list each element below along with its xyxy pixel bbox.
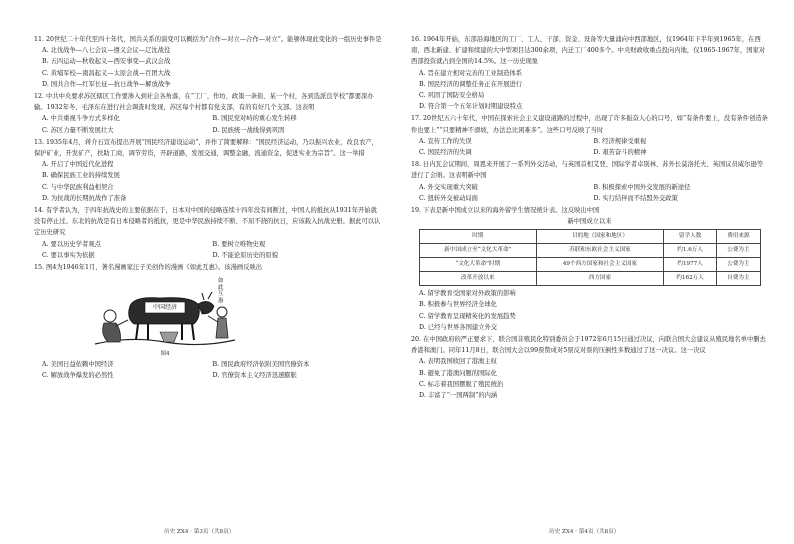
option-d: D. 艰苦奋斗的精神 [593,149,647,157]
table-cell: 约162万人 [664,272,716,286]
question-stem: 17. 20世纪五六十年代，中国在探索社会主义建设道路的过程中，出现了许多振奋人心的口号，如“有条件要上，没有条件创造条件也要上”“只要精神不滑坡，办法总比困难多”。这些口号反映了当时 [411,115,768,134]
option-c: C. 苏区力量不断发展壮大 [42,126,114,134]
table-row [420,244,761,258]
option-d: D. 民族统一战线得到巩固 [212,126,285,134]
option-c: C. 要以事实为依据 [42,251,95,259]
question-12 [34,91,383,136]
table-cell: “文化大革命”时期 [420,258,537,272]
option-b: B. 国民党对峙的重心发生转移 [212,115,297,123]
question-20 [411,334,768,401]
column-header: 时期 [420,230,537,244]
option-a: A. 外交实现重大突破 [419,183,478,191]
table-cell: 公费为主 [716,258,760,272]
question-11 [34,34,383,90]
question-16 [411,34,768,112]
table-cell: 约1977人 [664,258,716,272]
option-c: C. 巩固了国防安全格局 [419,92,485,100]
option-a: A. 要以历史学者观点 [42,240,101,248]
column-header: 目的地（国家和地区） [536,230,664,244]
option-d: D. 符合第一个五年计划时期建设特点 [419,103,523,111]
option-a: A. 北伐战争—八七会议—遵义会议—辽沈战役 [42,47,171,55]
option-c: C. 与中华民族利益相契合 [42,183,114,191]
question-18 [411,159,768,204]
table-row [420,258,761,272]
table-cell: 自费为主 [716,272,760,286]
option-b: B. 积极参与世界经济全球化 [419,301,497,309]
option-d: D. 不能论原历史的原貌 [212,251,278,259]
option-d: D. 官僚资本主义经济迅速膨胀 [212,372,297,380]
option-a: A. 中共重视斗争方式多样化 [42,115,120,123]
figure-caption: 图4 [160,351,170,358]
option-a: A. 开启了中国近代化进程 [42,161,114,169]
question-stem: 15. 图4为1946年1月，著名漫画家汪子美创作的漫画《如此互惠》。该漫画反映出 [34,264,263,272]
table-cell: 约1.6万人 [664,244,716,258]
question-stem: 18. 日内瓦会议期间，周恩来开展了一系列外交活动，与英国首相艾登、国际学者卓别林、苏外长莫洛托夫、英国议员威尔逊等进行了会晤。这表明新中国 [411,161,764,180]
question-stem: 19. 下表是新中国成立以来的海外留学生情况统计表。这反映出中国 [411,207,600,215]
table-cell: 49个西方国家和社会主义国家 [536,258,664,272]
question-stem: 13. 1935年4月，蒋介石宣布提出开展“国民经济建设运动”，并作了简要解释：“国民经济运动，乃以振兴农业，改良农产，保护矿业，开发矿产，扶助工商，调节劳资，开辟道路，发展交通，调整金融，流通资金，促进实业为宗旨”。这一举措 [34,138,378,158]
option-d: D. 丰富了“一国两制”的内涵 [419,392,498,400]
option-b: B. 积极探索中国外交发展的新途径 [593,183,691,191]
option-a: A. 宣传工作的失误 [419,137,472,145]
option-c: C. 扭转外交被动局面 [419,194,478,202]
option-a: A. 美国日益依赖中国经济 [42,361,114,369]
question-14 [34,205,383,261]
column-header: 费用来源 [716,230,760,244]
question-15 [34,262,383,382]
cartoon-title: 如此互惠 [218,278,224,304]
right-page [397,0,794,544]
option-b: B. 经济规律受重视 [593,137,647,145]
option-b: B. 确保民族工业的持续发展 [42,172,120,180]
option-a: A. 表明我国收回了港澳主权 [419,358,497,366]
table-cell: 苏联和东欧社会主义国家 [536,244,664,258]
table-cell: 改革开放以来 [420,272,537,286]
table-row [420,272,761,286]
table-cell: 公费为主 [716,244,760,258]
option-d: D. 实行结伴而不结盟外交政策 [593,194,678,202]
option-c: C. 解放战争爆发的必然性 [42,372,114,380]
option-b: B. 国民政府经济依附美国官僚资本 [212,361,310,369]
cartoon-label: 中国经济 [152,304,177,312]
table-cell: 西方国家 [536,272,664,286]
page-footer: 历史 ZX4 · 第4页（共8页） [549,529,620,535]
table-cell: 新中国成立至“文化大革命” [420,244,537,258]
option-d: D. 国共合作—红军长征—抗日战争—解放战争 [42,80,171,88]
option-d: D. 为抗战的长期抗战作了准备 [42,194,127,202]
question-stem: 20. 在中国政府的严正要求下，联合国非殖民化特别委员会于1972年6月15日通过决议，向联合国大会建议从殖民地名单中删去香港和澳门。同年11月8日，联合国大会以99票赞成对5票反对票的压倒性多数通过了这一决议。这一决议 [411,336,766,355]
question-stem: 16. 1964年开始，东部沿海地区的工厂、工人、干部、资金、设备等大量涌向中西部地区，仅1964年下半年到1965年，在西南、西北新建、扩建和续建的大中型项目达300余项，内迁工厂400多个。中央财政收重点投向内地，仅1965-1967年，国家对西部投资就占到全国的14.5%。这一历史现象 [411,36,766,66]
option-a: A. 旨在建立相对完善的工业制造体系 [419,69,523,77]
option-c: C. 黄埔军校—南昌起义—太原会战—百团大战 [42,69,171,77]
option-c: C. 留学教育呈现精英化的发展趋势 [419,312,516,320]
option-a: A. 留学教育受国家对外政策的影响 [419,290,516,298]
option-d: D. 已经与世界各国建立外交 [419,323,498,331]
option-b: B. 要树立唯物史观 [212,240,266,248]
option-c: C. 国民经济的失调 [419,149,472,157]
question-stem: 14. 有学者认为，于四年抗战史的主要依据在于，日本对中国的侵略连续十四年没有间断过，中国人的抵抗从1931年开始就没有停止过。东北的抗战是有日本侵略者的抵抗，更是中华民族持续不断、不屈不挠的抗日，应该载入抗战史册。据此可以认定历史研究 [34,207,381,237]
question-stem: 11. 20世纪二十年代至四十年代，国共关系的演变可以概括为“合作—对立—合作—对立”。能够体现此变化的一组历史事件是 [34,36,382,43]
question-17 [411,113,768,158]
option-b: B. 五四运动—秋收起义—西安事变—武汉会战 [42,58,171,66]
study-abroad-table [419,229,761,286]
column-header: 留学人数 [664,230,716,244]
table-header-row [420,230,761,244]
question-19 [411,205,768,333]
question-stem: 12. 中共中央要求苏区辖区工作要渗入到社会各角落，在“工厂、作坊、政策一条街、某一个村，各到选派良学校”都要深办输。1932年冬，毛泽东在进行社会调查时发现，苏区每个村都有党支部，有的有好几个支部。这表明 [34,93,374,112]
table-title: 新中国成立以来 [567,218,612,226]
cartoon-figure [90,276,240,350]
option-b: B. 避免了港澳问题的国际化 [419,369,497,377]
question-13 [34,137,383,204]
option-c: C. 标志着我国摆脱了殖民统治 [419,380,504,388]
option-b: B. 国民经济的调整任务正在开展进行 [419,80,523,88]
page-footer: 历史 ZX4 · 第3页（共8页） [164,529,235,535]
